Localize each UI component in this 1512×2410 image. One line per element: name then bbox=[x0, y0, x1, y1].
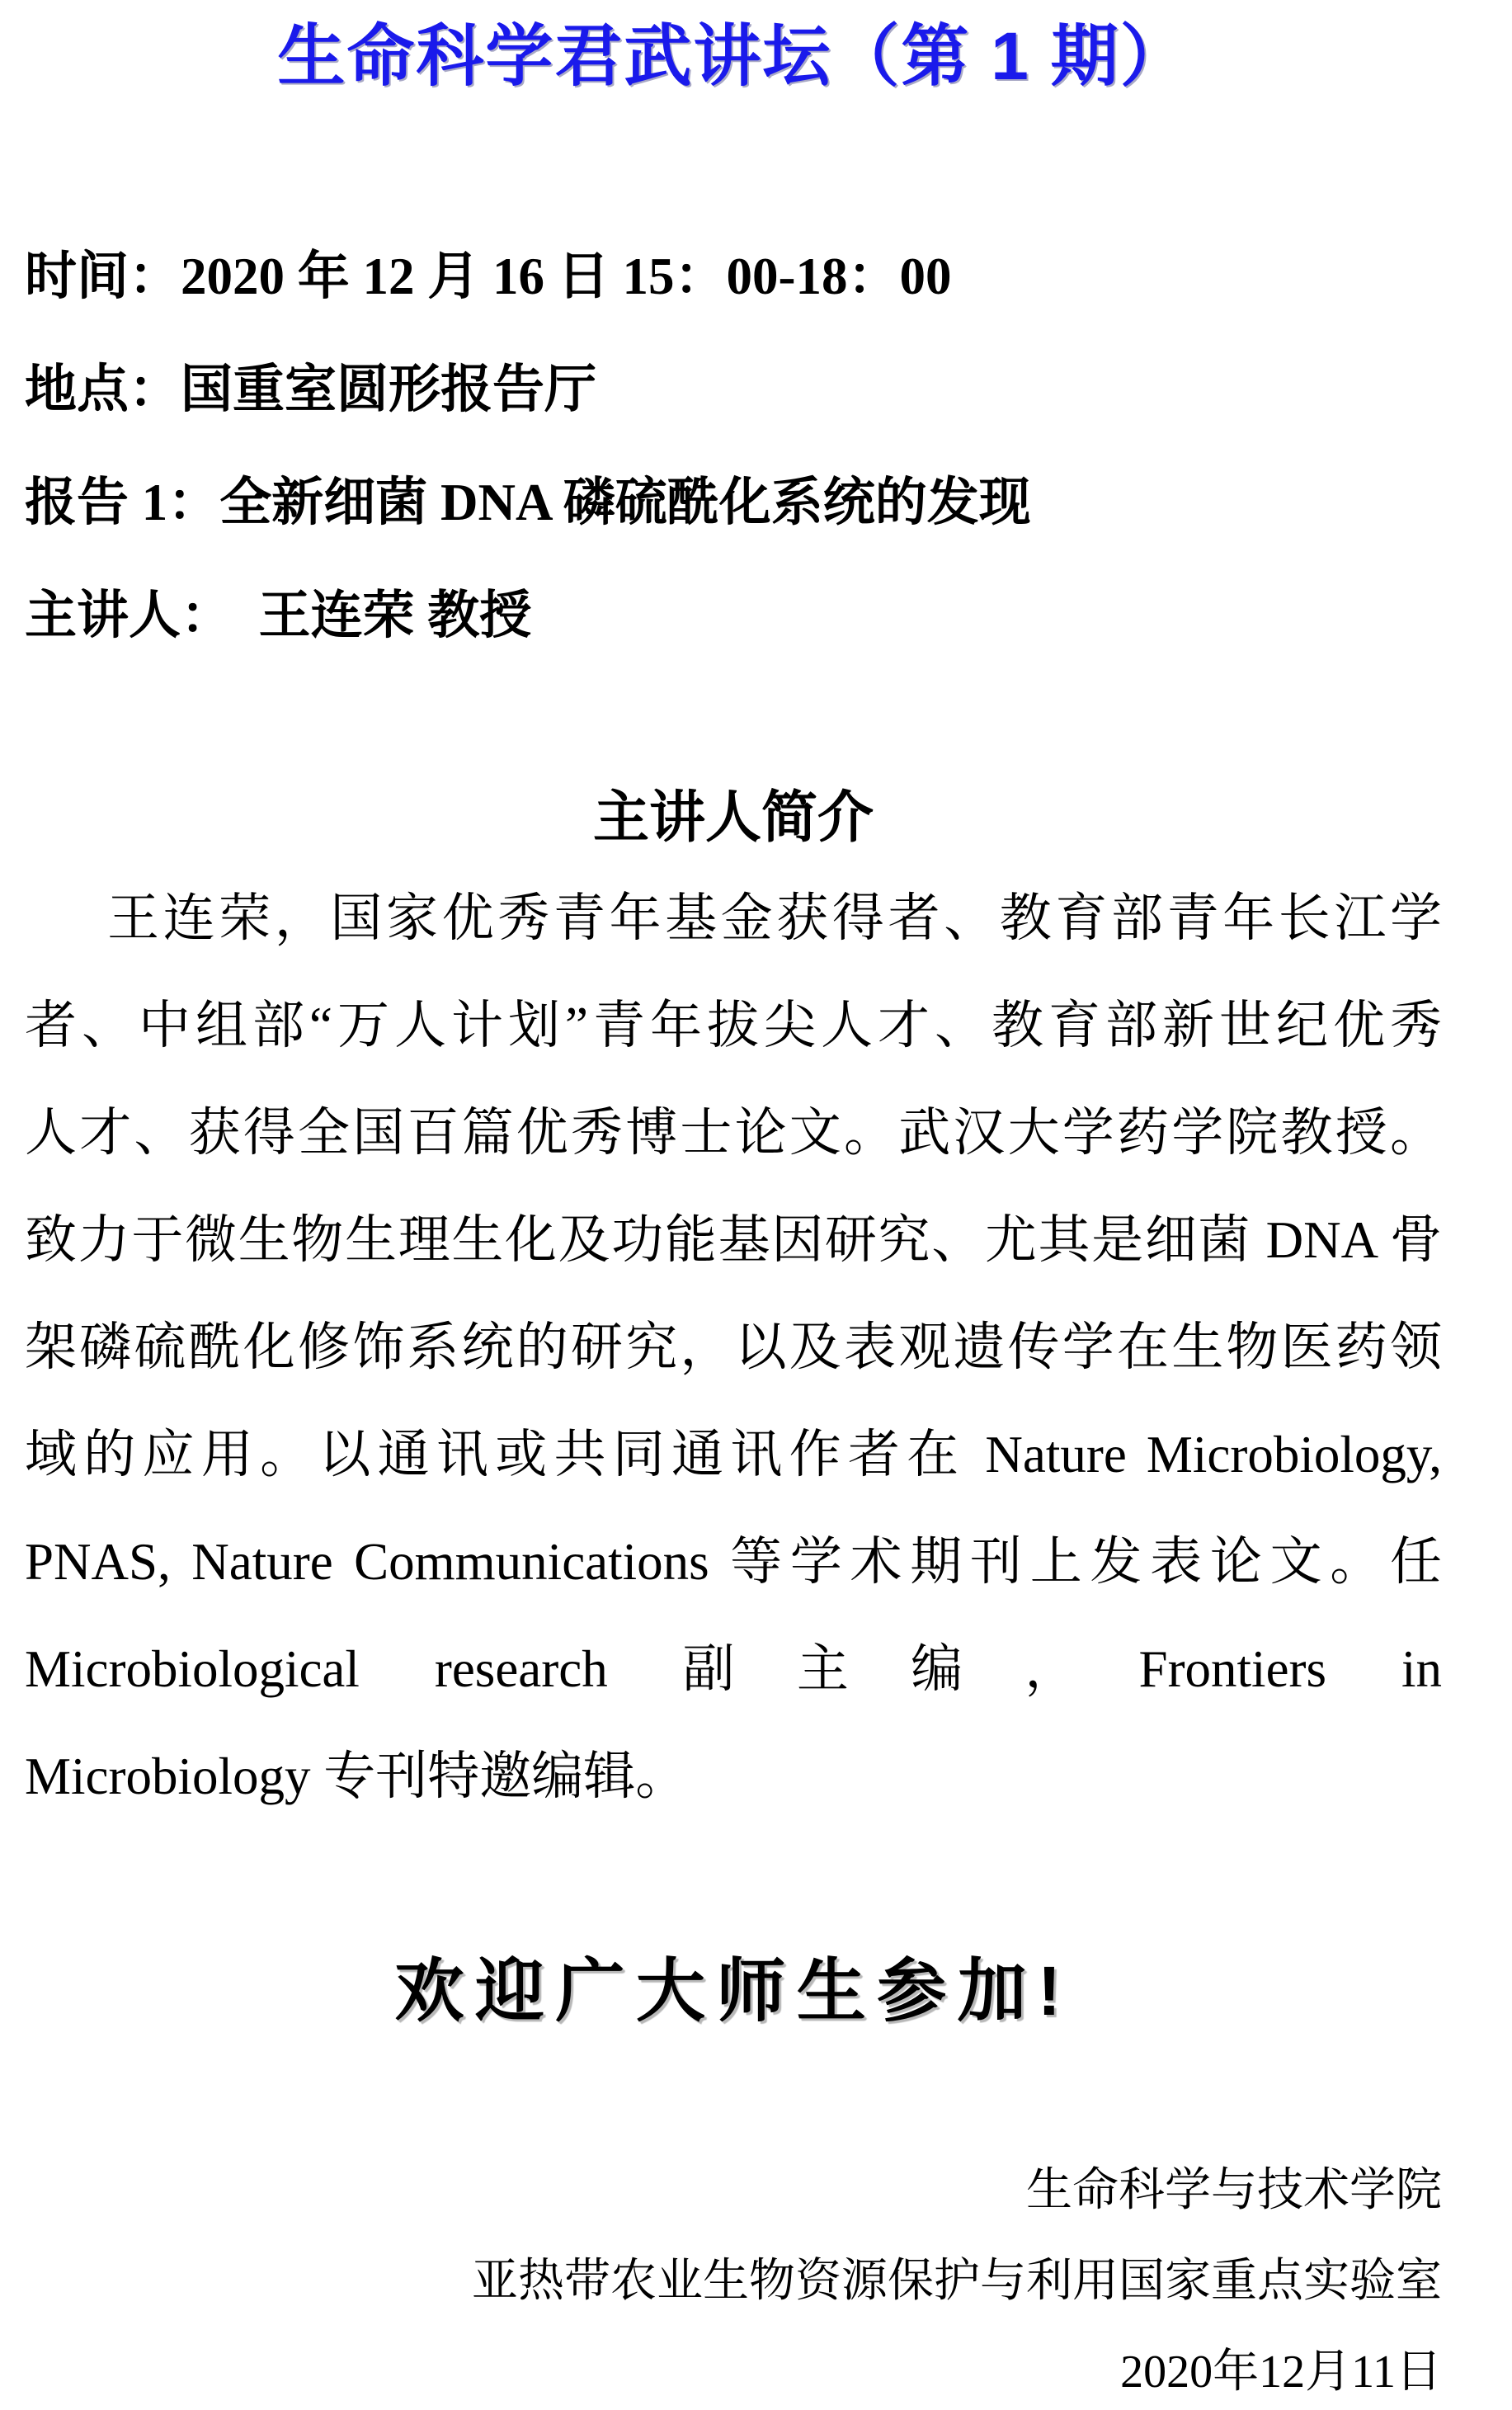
bio-line: 人才、获得全国百篇优秀博士论文。武汉大学药学院教授。 bbox=[25, 1104, 1442, 1163]
bio-line: Microbiology 专刊特邀编辑。 bbox=[25, 1747, 688, 1806]
bio-line: 域的应用。以通讯或共同通讯作者在 Nature Microbiology, bbox=[25, 1426, 1442, 1484]
page-title: 生命科学君武讲坛（第 1 期） bbox=[277, 19, 1189, 94]
welcome-banner: 欢迎广大师生参加! bbox=[394, 1952, 1072, 2030]
bio-line: PNAS, Nature Communications 等学术期刊上发表论文。任 bbox=[25, 1533, 1442, 1592]
event-time: 时间：2020 年 12 月 16 日 15：00-18：00 bbox=[25, 248, 952, 306]
event-venue: 地点：国重室圆形报告厅 bbox=[25, 361, 596, 419]
speaker-bio-paragraph bbox=[0, 865, 1512, 1830]
footer-org-lab: 亚热带农业生物资源保护与利用国家重点实验室 bbox=[472, 2256, 1442, 2308]
footer-org-college: 生命科学与技术学院 bbox=[1026, 2165, 1442, 2217]
bio-line: 架磷硫酰化修饰系统的研究，以及表观遗传学在生物医药领 bbox=[25, 1318, 1442, 1377]
bio-line: 者、中组部“万人计划”青年拔尖人才、教育部新世纪优秀 bbox=[25, 997, 1442, 1055]
signature-block bbox=[0, 2145, 1512, 2410]
speaker-intro-heading: 主讲人简介 bbox=[592, 786, 874, 850]
bio-line: 致力于微生物生理生化及功能基因研究、尤其是细菌 DNA 骨 bbox=[25, 1211, 1442, 1270]
footer-date: 2020年12月11日 bbox=[1120, 2346, 1442, 2398]
bio-line: 王连荣，国家优秀青年基金获得者、教育部青年长江学 bbox=[107, 889, 1442, 948]
event-speaker: 主讲人： 王连荣 教授 bbox=[25, 587, 532, 645]
event-info bbox=[0, 220, 1512, 672]
bio-line: Microbiological research 副主编，Frontiers in bbox=[25, 1640, 1442, 1699]
event-talk-title: 报告 1：全新细菌 DNA 磷硫酰化系统的发现 bbox=[25, 474, 1031, 532]
